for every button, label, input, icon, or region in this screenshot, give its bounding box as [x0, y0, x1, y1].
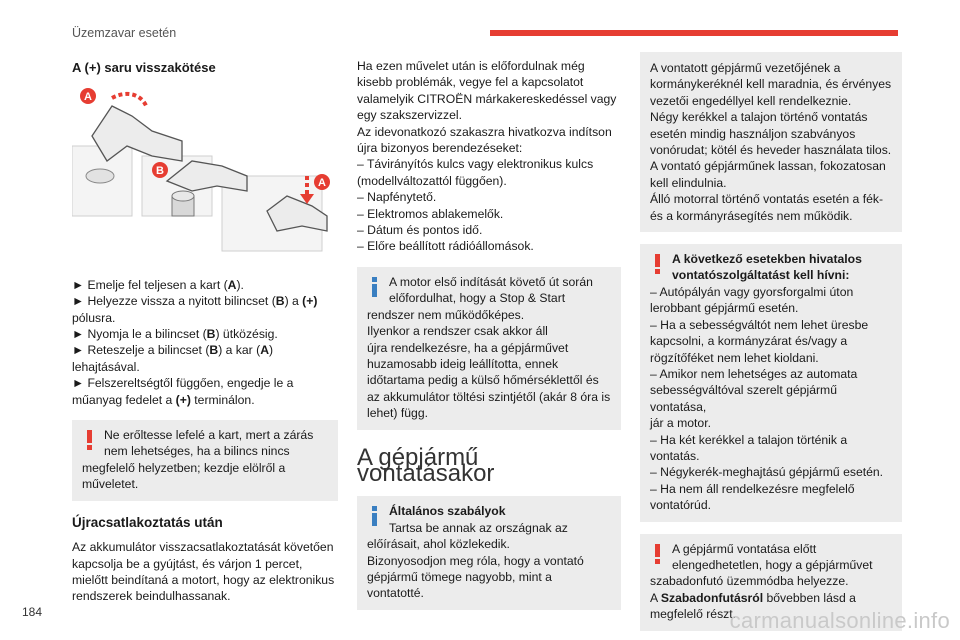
step-line: ► Nyomja le a bilincset (B) ütközésig.: [72, 327, 278, 342]
steps-list: [72, 277, 338, 408]
warning-icon: [652, 544, 664, 564]
label-b: B: [156, 165, 164, 178]
reset-paragraph: Ha ezen művelet után is előfordulnak még kisebb problémák, vegye fel a kapcsolatot valamelyik CITROËN márkakereskedéssel vagy egy szakszervizzel. Az idevonatkozó szakaszra hivatkozva indítson újra bizonyos berendezéseket: – Távirányítós kulcs vagy elektronikus kulcs (modellváltozattól függően). – Napfénytető. – Elektromos ablakemelők. – Dátum és pontos idő. – Előre beállított rádióállomások.: [357, 59, 617, 254]
step-line: pólusra.: [72, 310, 116, 325]
label-a-2: A: [318, 177, 326, 190]
step-line: lehajtásával.: [72, 359, 140, 374]
column-3: [640, 52, 902, 640]
header-title: Üzemzavar esetén: [72, 26, 177, 40]
subheading-after-reconnect: Újracsatlakoztatás után: [72, 514, 223, 530]
label-a-1: A: [84, 91, 92, 104]
section-heading-reconnect: A (+) saru visszakötése: [72, 60, 216, 75]
info-icon: [369, 506, 381, 526]
column-1: [72, 52, 338, 605]
info-icon: [369, 277, 381, 297]
step-line: ► Felszereltségtől függően, engedje le a: [72, 376, 294, 391]
header-accent-bar: [490, 30, 898, 36]
warning-icon: [84, 430, 96, 450]
warning-box-professional-towing: A következő esetekben hivatalos vontatószolgáltatást kell hívni: – Autópályán vagy gyorsforgalmi úton lerobbant gépjármű esetén. – Ha a sebességváltót nem lehet üresbe kapcsolni, a kormányzárat és/vagy a rögzítőféket nem lehet kioldani. – Amikor nem lehetséges az automata sebességváltóval szerelt gépjármű vontatása, jár a motor. – Ha két kerékkel a talajon történik a vontatás. – Négykerék-meghajtású gépjármű esetén. – Ha nem áll rendelkezésre megfelelő vontatórúd.: [640, 244, 902, 522]
step-line: ► Reteszelje a bilincset (B) a kar (A): [72, 343, 274, 358]
info-box-stop-start: A motor első indítását követő út során előfordulhat, hogy a Stop & Start rendszer nem működőképes. Ilyenkor a rendszer csak akkor áll újra rendelkezésre, ha a gépjárművet huzamosabb ideig leállította, ennek időtartama pedig a külső hőmérséklettől és az akkumulátor töltési szintjétől (akár 8 óra is lehet) függ.: [357, 267, 621, 430]
step-line: műanyag fedelet a (+) terminálon.: [72, 392, 255, 407]
warning-icon: [652, 254, 664, 274]
warning-box-freewheel: A gépjármű vontatása előtt elengedhetetlen, hogy a gépjárművet szabadonfutó üzemmódba helyezze. A Szabadonfutásról bővebben lásd a megfelelő részt.: [640, 534, 902, 631]
info-box-general-rules: Általános szabályok Tartsa be annak az országnak az előírásait, ahol közlekedik. Bizonyosodjon meg róla, hogy a vontató gépjármű tömege nagyobb, mint a vontatotté.: [357, 496, 621, 609]
battery-clamp-illustration: [72, 86, 338, 256]
step-line: ► Helyezze vissza a nyitott bilincset (B) a (+): [72, 294, 318, 309]
step-line: ► Emelje fel teljesen a kart (A).: [72, 277, 244, 292]
column-2: [357, 52, 621, 622]
page-number: 184: [22, 605, 43, 619]
towing-rules-box: A vontatott gépjármű vezetőjének a kormánykeréknél kell maradnia, és érvényes vezetői engedéllyel kell rendelkeznie. Négy kerékkel a talajon történő vontatás esetén mindig használjon szabványos vonórudat; kötél és heveder használata tilos. A vontató gépjárműnek lassan, fokozatosan kell elindulnia. Álló motorral történő vontatás esetén a fék- és a kormányrásegítés nem működik.: [640, 52, 902, 232]
section-title-towing: A gépjármű vontatásakor: [357, 443, 495, 487]
watermark: carmanualsonline.info: [729, 608, 950, 633]
warning-box-lever: Ne erőltesse lefelé a kart, mert a zárás nem lehetséges, ha a bilincs nincs megfelelő helyzetben; kezdje elölről a műveletet.: [72, 420, 338, 501]
reconnect-paragraph: Az akkumulátor visszacsatlakoztatását követően kapcsolja be a gyújtást, és várjon 1 percet, mielőtt beindítaná a motort, hogy az elektronikus rendszerek beindulhassanak.: [72, 540, 335, 604]
